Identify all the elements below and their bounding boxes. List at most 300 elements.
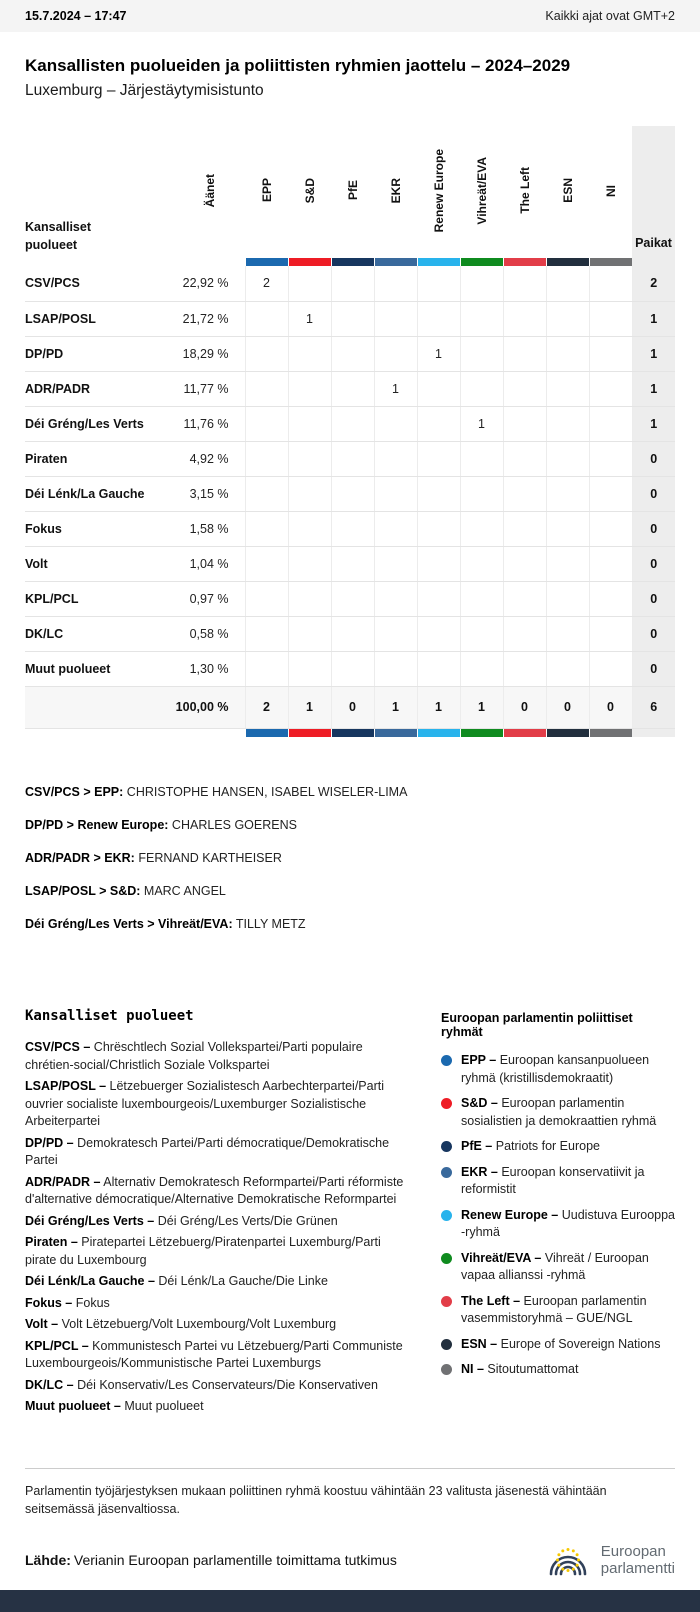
national-parties-legend [25,1008,413,1420]
group-seat-cell [503,651,546,686]
group-legend-text [461,1052,675,1087]
top-bar [0,0,700,32]
total-group-cell: 1 [460,686,503,728]
group-seat-cell [288,371,331,406]
party-legend-desc: Lëtzebuerger Sozialistesch Aarbechterpartei/Parti ouvrier socialiste luxembourgeois/Luxemburger Sozialistische Arbeiterpartei [25,1079,384,1129]
group-seat-cell [245,511,288,546]
total-group-cell: 0 [503,686,546,728]
group-legend-text [461,1336,660,1354]
party-legend-item [25,1078,413,1131]
group-legend-abbr: S&D – [461,1096,498,1111]
group-legend-text [461,1361,578,1379]
source-label: Lähde: [25,1551,71,1568]
group-seat-cell [503,441,546,476]
group-seat-cell [374,476,417,511]
group-legend-item [441,1095,675,1130]
group-color-bar [546,728,589,737]
group-color-bar [331,258,374,266]
group-legend-item [441,1164,675,1199]
group-seat-cell [546,301,589,336]
group-seat-cell [245,581,288,616]
party-legend-abbr: Déi Lénk/La Gauche – [25,1274,155,1289]
group-seat-cell [417,511,460,546]
group-seat-cell [589,441,632,476]
column-header-s-d [288,126,331,258]
group-legend-text [461,1250,675,1285]
bar-row-spacer [175,258,245,266]
mep-names: CHARLES GOERENS [171,817,297,832]
votes-column-header [175,126,245,258]
group-legend-desc: Euroopan parlamentin vasemmistoryhmä – GUE/NGL [461,1293,647,1326]
group-legend-desc: Patriots for Europe [495,1139,600,1154]
party-name: Piraten [25,441,175,476]
group-color-dot-icon [441,1167,452,1178]
group-seat-cell [417,406,460,441]
party-legend-item [25,1316,413,1334]
total-seats-cell: 6 [632,686,675,728]
group-seat-cell [245,651,288,686]
group-color-bar-row [25,258,675,266]
total-group-cell: 0 [589,686,632,728]
party-name: DP/PD [25,336,175,371]
seats-cell: 0 [632,651,675,686]
group-seat-cell [589,406,632,441]
party-legend-desc: Déi Gréng/Les Verts/Die Grünen [157,1213,338,1228]
group-seat-cell [589,546,632,581]
party-legend-item [25,1338,413,1373]
group-seat-cell [460,476,503,511]
group-seat-cell: 1 [417,336,460,371]
group-seat-cell: 1 [288,301,331,336]
group-seat-cell [331,581,374,616]
party-row [25,476,675,511]
group-color-bar [288,728,331,737]
group-header-label: Renew Europe [431,148,446,233]
group-color-bar [589,728,632,737]
group-legend-desc: Europe of Sovereign Nations [500,1336,661,1351]
party-legend-desc: Volt Lëtzebuerg/Volt Luxembourg/Volt Luxemburg [61,1317,337,1332]
total-group-cell: 1 [288,686,331,728]
group-seat-cell: 1 [460,406,503,441]
party-name: Déi Gréng/Les Verts [25,406,175,441]
group-legend-desc: Sitoutumattomat [487,1362,579,1377]
group-seat-cell [546,266,589,301]
group-seat-cell [546,336,589,371]
mep-assignment [25,882,675,900]
group-seat-cell [460,336,503,371]
footer-bar [0,1590,700,1612]
group-color-bar [589,258,632,266]
seats-cell: 0 [632,441,675,476]
group-seat-cell [460,441,503,476]
votes-header-label: Äänet [203,173,217,208]
seats-cell: 1 [632,336,675,371]
group-seat-cell [546,511,589,546]
seats-cell: 1 [632,371,675,406]
party-legend-item [25,1213,413,1231]
group-seat-cell [331,301,374,336]
party-legend-abbr: Déi Gréng/Les Verts – [25,1213,155,1228]
party-row [25,511,675,546]
mep-names: CHRISTOPHE HANSEN, ISABEL WISELER-LIMA [126,784,408,799]
column-header-ni [589,126,632,258]
group-seat-cell [589,336,632,371]
group-seat-cell [460,301,503,336]
bar-row-spacer [25,728,175,737]
party-row [25,301,675,336]
group-color-bar [288,258,331,266]
group-legend-abbr: ESN – [461,1336,498,1351]
votes-cell: 4,92 % [175,441,245,476]
group-seat-cell [245,441,288,476]
party-legend-abbr: DP/PD – [25,1135,74,1150]
votes-cell: 1,30 % [175,651,245,686]
mep-assignment [25,915,675,933]
group-legend-desc: Euroopan parlamentin sosialistien ja demokraattien ryhmä [461,1096,657,1128]
group-seat-cell [503,301,546,336]
group-header-label: NI [603,184,618,197]
party-name: LSAP/POSL [25,301,175,336]
mep-mapping: CSV/PCS > EPP: [25,784,124,799]
page-title: Kansallisten puolueiden ja poliittisten ryhmien jaottelu – 2024–2029 [25,56,571,75]
political-groups-legend-title: Euroopan parlamentin poliittiset ryhmät [441,1011,633,1040]
votes-cell: 11,77 % [175,371,245,406]
group-header-label: PfE [345,180,360,201]
group-legend-item [441,1361,675,1379]
group-color-bar [374,258,417,266]
group-legend-desc: Vihreät / Euroopan vapaa allianssi -ryhmä [461,1250,649,1283]
group-color-bar [460,258,503,266]
party-row [25,406,675,441]
total-group-cell: 2 [245,686,288,728]
group-legend-abbr: Renew Europe – [461,1207,559,1222]
group-seat-cell [503,266,546,301]
group-seat-cell [460,511,503,546]
party-legend-item [25,1398,413,1416]
logo-line-2: parlamentti [600,1559,675,1577]
group-seat-cell [589,651,632,686]
total-group-cell: 1 [374,686,417,728]
group-seat-cell [460,546,503,581]
group-seat-cell [374,651,417,686]
party-legend-abbr: Fokus – [25,1295,73,1310]
group-seat-cell [460,581,503,616]
group-seat-cell [331,406,374,441]
group-seat-cell [589,511,632,546]
group-seat-cell [288,651,331,686]
party-legend-item [25,1039,413,1074]
group-seat-cell [546,616,589,651]
group-color-bar-row [25,728,675,737]
party-name: KPL/PCL [25,581,175,616]
party-name: Muut puolueet [25,651,175,686]
votes-cell: 21,72 % [175,301,245,336]
group-seat-cell [589,301,632,336]
votes-cell: 11,76 % [175,406,245,441]
group-color-bar [460,728,503,737]
group-seat-cell [546,371,589,406]
group-seat-cell [374,301,417,336]
group-header-label: EPP [259,178,274,203]
group-legend-text [461,1207,675,1242]
group-seat-cell [245,616,288,651]
group-seat-cell [546,476,589,511]
column-header-the-left [503,126,546,258]
group-seat-cell [589,581,632,616]
party-name: CSV/PCS [25,266,175,301]
group-color-dot-icon [441,1339,452,1350]
group-legend-item [441,1138,675,1156]
parties-header-label: Kansalliset puolueet [25,220,92,252]
group-seat-cell [503,476,546,511]
group-legend-abbr: The Left – [461,1293,521,1308]
votes-cell: 22,92 % [175,266,245,301]
party-legend-abbr: Muut puolueet – [25,1399,121,1414]
eu-parliament-logo-icon [543,1543,591,1577]
party-name: Fokus [25,511,175,546]
group-seat-cell [460,616,503,651]
column-header-ekr [374,126,417,258]
party-legend-desc: Muut puolueet [124,1399,204,1414]
group-seat-cell [245,336,288,371]
group-seat-cell [546,441,589,476]
group-seat-cell [374,336,417,371]
group-seat-cell [288,406,331,441]
parties-column-header [25,126,175,258]
total-group-cell: 1 [417,686,460,728]
group-seat-cell [331,441,374,476]
group-seat-cell [331,616,374,651]
source-row [25,1538,675,1582]
party-name: Volt [25,546,175,581]
group-seat-cell [288,511,331,546]
group-legend-abbr: EKR – [461,1164,498,1179]
results-table [25,126,675,737]
group-color-bar [417,258,460,266]
party-legend-desc: Kommunistesch Partei vu Lëtzebuerg/Parti Communiste Luxembourgeois/Kommunistische Partei Luxemburgs [25,1338,403,1371]
group-color-dot-icon [441,1210,452,1221]
total-votes-cell: 100,00 % [175,686,245,728]
group-seat-cell [503,511,546,546]
bar-row-spacer [175,728,245,737]
group-seat-cell [417,651,460,686]
group-color-bar [503,258,546,266]
group-seat-cell [288,581,331,616]
votes-cell: 3,15 % [175,476,245,511]
group-seat-cell [503,581,546,616]
votes-cell: 18,29 % [175,336,245,371]
mep-assignment [25,816,675,834]
group-seat-cell [245,406,288,441]
party-legend-desc: Déi Konservativ/Les Conservateurs/Die Konservativen [77,1377,378,1392]
party-row [25,616,675,651]
group-seat-cell [546,651,589,686]
seats-cell: 1 [632,301,675,336]
group-color-bar [374,728,417,737]
group-seat-cell [245,301,288,336]
group-legend-desc: Euroopan konservatiivit ja reformistit [461,1164,645,1197]
party-row [25,651,675,686]
total-group-cell: 0 [331,686,374,728]
column-header-vihre-t-eva [460,126,503,258]
votes-cell: 0,58 % [175,616,245,651]
group-seat-cell [245,476,288,511]
group-seat-cell [331,336,374,371]
total-group-cell: 0 [546,686,589,728]
group-seat-cell [503,336,546,371]
column-header-renew-europe [417,126,460,258]
group-legend-desc: Uudistuva Eurooppa -ryhmä [461,1207,676,1240]
political-groups-legend [441,1008,675,1420]
total-label-cell [25,686,175,728]
group-seat-cell [288,336,331,371]
group-seat-cell [417,371,460,406]
group-seat-cell [331,266,374,301]
group-color-bar [546,258,589,266]
group-header-label: S&D [302,177,317,204]
party-legend-desc: Alternativ Demokratesch Reformpartei/Parti réformiste d'alternative démocratique/Alternative Demokratische Reformpartei [25,1174,404,1207]
group-legend-abbr: PfE – [461,1139,493,1154]
party-legend-desc: Demokratesch Partei/Parti démocratique/Demokratische Partei [25,1135,390,1168]
political-groups-legend-list [441,1052,675,1379]
column-header-pfe [331,126,374,258]
eu-parliament-logo-block [543,1543,675,1578]
party-legend-abbr: KPL/PCL – [25,1338,89,1353]
party-row [25,371,675,406]
footnote: Parlamentin työjärjestyksen mukaan poliittinen ryhmä koostuu vähintään 23 valitusta jäsenestä vähintään seitsemässä jäsenvaltiossa. [25,1468,675,1518]
group-seat-cell [460,266,503,301]
group-seat-cell [331,651,374,686]
party-legend-desc: Chrëschtlech Sozial Vollekspartei/Parti populaire chrétien-social/Christlich Soziale Volkspartei [25,1040,363,1072]
votes-cell: 1,58 % [175,511,245,546]
group-seat-cell [331,476,374,511]
seats-cell: 0 [632,546,675,581]
group-seat-cell [374,511,417,546]
seats-cell: 1 [632,406,675,441]
group-legend-abbr: EPP – [461,1053,497,1068]
group-seat-cell [288,441,331,476]
party-legend-abbr: CSV/PCS – [25,1040,91,1055]
party-row [25,336,675,371]
logo-line-1: Euroopan [600,1542,666,1560]
seats-cell: 0 [632,511,675,546]
group-seat-cell [503,616,546,651]
party-name: Déi Lénk/La Gauche [25,476,175,511]
mep-names: TILLY METZ [235,917,306,931]
party-row [25,441,675,476]
party-legend-item [25,1295,413,1313]
mep-names: FERNAND KARTHEISER [138,850,282,865]
group-seat-cell [331,511,374,546]
mep-assignment [25,783,675,801]
party-legend-abbr: Piraten – [25,1235,78,1250]
group-color-dot-icon [441,1098,452,1109]
group-color-dot-icon [441,1055,452,1066]
group-color-dot-icon [441,1253,452,1264]
mep-mapping: DP/PD > Renew Europe: [25,817,169,832]
group-seat-cell [546,546,589,581]
group-seat-cell: 2 [245,266,288,301]
bar-row-seats-spacer [632,258,675,266]
seats-cell: 0 [632,476,675,511]
group-header-label: Vihreät/EVA [474,156,489,225]
group-legend-abbr: NI – [461,1362,484,1377]
group-color-bar [503,728,546,737]
group-legend-item [441,1207,675,1242]
party-legend-abbr: DK/LC – [25,1377,74,1392]
mep-mapping: Déi Gréng/Les Verts > Vihreät/EVA: [25,917,233,931]
mep-assignment [25,849,675,867]
seats-cell: 2 [632,266,675,301]
mep-mapping: ADR/PADR > EKR: [25,850,135,865]
mep-assignments [25,783,675,949]
party-legend-item [25,1135,413,1170]
party-legend-item [25,1174,413,1209]
party-legend-desc: Fokus [75,1295,110,1310]
group-seat-cell [417,581,460,616]
group-seat-cell [460,371,503,406]
bar-row-seats-spacer [632,728,675,737]
group-seat-cell: 1 [374,371,417,406]
group-seat-cell [288,546,331,581]
group-seat-cell [589,371,632,406]
seats-cell: 0 [632,616,675,651]
total-row [25,686,675,728]
group-seat-cell [288,476,331,511]
party-legend-abbr: LSAP/POSL – [25,1079,107,1094]
group-seat-cell [374,616,417,651]
party-legend-item [25,1273,413,1291]
group-color-bar [245,258,288,266]
group-seat-cell [546,581,589,616]
group-seat-cell [417,441,460,476]
group-color-bar [417,728,460,737]
group-seat-cell [374,581,417,616]
bar-row-spacer [25,258,175,266]
eu-parliament-logo-text [601,1543,675,1578]
group-seat-cell [417,301,460,336]
group-seat-cell [374,406,417,441]
group-color-bar [245,728,288,737]
timezone-note: Kaikki ajat ovat GMT+2 [545,9,675,23]
party-name: DK/LC [25,616,175,651]
seats-cell: 0 [632,581,675,616]
group-legend-item [441,1336,675,1354]
seats-header-label: Paikat [635,236,672,250]
group-color-bar [331,728,374,737]
group-seat-cell [374,266,417,301]
group-seat-cell [503,406,546,441]
source-note [25,1552,397,1568]
group-legend-desc: Euroopan kansanpuolueen ryhmä (kristillisdemokraatit) [461,1053,650,1085]
group-seat-cell [503,546,546,581]
group-header-label: EKR [388,177,403,204]
group-color-dot-icon [441,1296,452,1307]
national-parties-legend-title: Kansalliset puolueet [25,1008,194,1025]
group-color-dot-icon [441,1141,452,1152]
group-header-label: ESN [560,178,575,203]
votes-cell: 0,97 % [175,581,245,616]
mep-mapping: LSAP/POSL > S&D: [25,883,141,898]
group-seat-cell [374,546,417,581]
party-legend-abbr: ADR/PADR – [25,1174,101,1189]
votes-cell: 1,04 % [175,546,245,581]
group-seat-cell [245,371,288,406]
mep-names: MARC ANGEL [143,883,226,898]
group-seat-cell [288,266,331,301]
group-seat-cell [245,546,288,581]
page-subtitle: Luxemburg – Järjestäytymisistunto [25,82,264,99]
